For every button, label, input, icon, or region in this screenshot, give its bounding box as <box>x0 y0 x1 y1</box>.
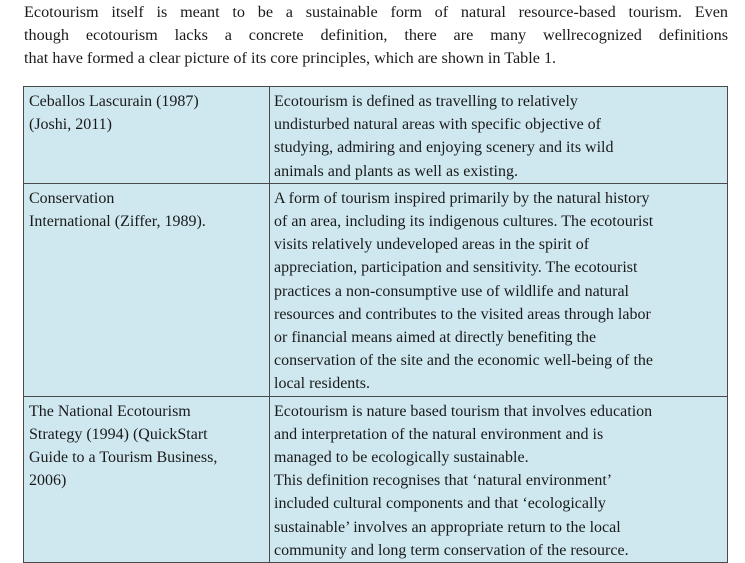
definition-line: Ecotourism is nature based tourism that involves education <box>274 402 653 420</box>
definition-line: sustainable’ involves an appropriate return to the local <box>274 518 621 536</box>
definition-line: resources and contributes to the visited areas through labor <box>274 305 651 323</box>
definition-cell <box>270 396 728 562</box>
definitions-table-container <box>23 86 728 563</box>
source-line: Ceballos Lascurain (1987) <box>29 93 199 110</box>
definition-line: appreciation, participation and sensitivity. The ecotourist <box>274 259 638 277</box>
source-line: Strategy (1994) (QuickStart <box>29 425 208 443</box>
table-row <box>24 396 728 562</box>
definition-line: undisturbed natural areas with specific objective of <box>274 116 601 134</box>
table-row <box>24 183 728 396</box>
definition-line: included cultural components and that ‘ecologically <box>274 495 606 513</box>
intro-line: that have formed a clear picture of its core principles, which are shown in Table 1. <box>24 49 557 67</box>
definition-cell <box>270 87 728 184</box>
definition-line: Ecotourism is defined as travelling to relatively <box>274 93 578 110</box>
definition-line: practices a non-consumptive use of wildlife and natural <box>274 282 629 300</box>
source-cell <box>24 183 270 396</box>
source-line: Conservation <box>29 189 115 207</box>
definition-line: conservation of the site and the economic well-being of the <box>274 352 653 370</box>
source-line: Guide to a Tourism Business, <box>29 449 218 467</box>
definition-line: A form of tourism inspired primarily by the natural history <box>274 189 650 207</box>
definition-line: local residents. <box>274 375 370 393</box>
table-row <box>24 87 728 184</box>
source-line: The National Ecotourism <box>29 402 191 420</box>
definition-line: of an area, including its indigenous cultures. The ecotourist <box>274 213 654 231</box>
source-line: (Joshi, 2011) <box>29 116 112 134</box>
definition-line: community and long term conservation of the resource. <box>274 541 629 559</box>
definition-line: or financial means aimed at directly benefiting the <box>274 329 597 347</box>
definition-cell <box>270 183 728 396</box>
definition-line: and interpretation of the natural environment and is <box>274 425 604 443</box>
definition-line: visits relatively undeveloped areas in the spirit of <box>274 236 590 254</box>
source-cell <box>24 87 270 184</box>
source-cell <box>24 396 270 562</box>
intro-line: Ecotourism itself is meant to be a sustainable form of natural resource-based tourism. Even <box>24 3 728 21</box>
definition-line: studying, admiring and enjoying scenery and its wild <box>274 139 614 157</box>
source-line: International (Ziffer, 1989). <box>29 213 206 231</box>
intro-line: though ecotourism lacks a concrete definition, there are many wellrecognized definitions <box>24 26 728 44</box>
definition-line: This definition recognises that ‘natural environment’ <box>274 472 613 490</box>
definition-line: animals and plants as well as existing. <box>274 162 518 180</box>
definitions-table <box>23 86 728 563</box>
definition-line: managed to be ecologically sustainable. <box>274 449 529 467</box>
source-line: 2006) <box>29 472 67 490</box>
intro-paragraph <box>24 1 728 70</box>
